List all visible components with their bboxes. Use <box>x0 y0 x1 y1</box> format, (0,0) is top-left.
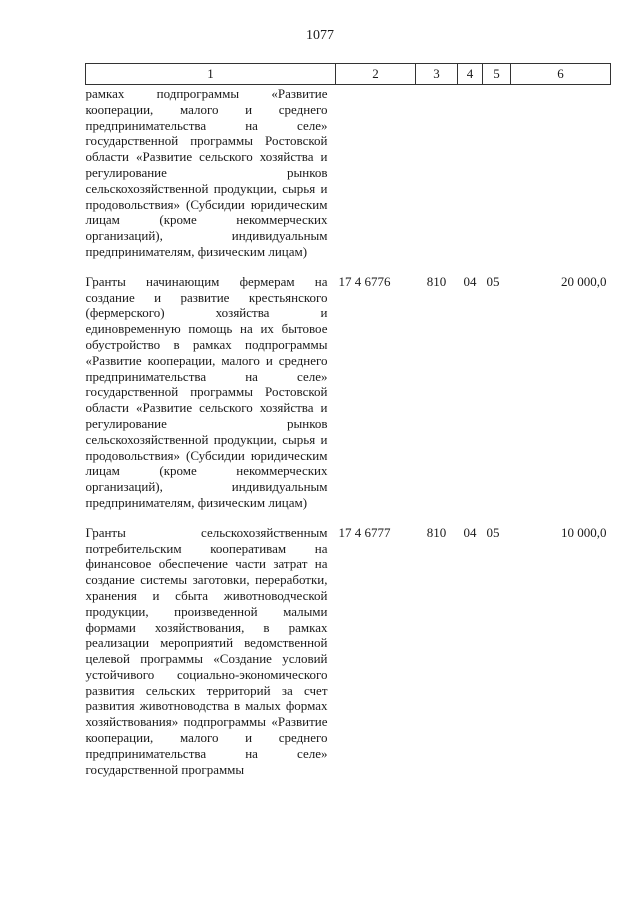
row-section <box>458 85 483 260</box>
budget-table <box>85 63 611 777</box>
row-target-code: 17 4 6777 <box>338 524 391 540</box>
row-description: рамках подпрограммы «Развитие кооперации, малого и среднего предпринимательства на селе» государственной программы Ростовской области «Развитие сельского хозяйства и регулирование рынков сельскохозяйственной продукции, сырья и продовольствия» (Субсидии юридическим лицам (кроме некоммерческих организаций), индивидуальным предпринимателям, физическим лицам) <box>85 86 328 259</box>
column-header-3: 3 <box>416 64 458 85</box>
row-section: 04 <box>463 273 477 289</box>
row-amount: 10 000,0 <box>561 524 607 540</box>
row-target-code: 17 4 6776 <box>338 273 391 289</box>
row-amount: 20 000,0 <box>561 273 607 289</box>
row-description: Гранты начинающим фермерам на создание и развитие крестьянского (фермерского) хозяйства и единовременную помощь на их бытовое обустройство в рамках подпрограммы «Развитие кооперации, малого и среднего предпринимательства на селе» государственной программы Ростовской области «Развитие сельского хозяйства и регулирование рынков сельскохозяйственной продукции, сырья и продовольствия» (Субсидии юридическим лицам (кроме некоммерческих организаций), индивидуальным предпринимателям, физическим лицам) <box>85 273 328 510</box>
row-subsection: 05 <box>486 273 500 289</box>
row-target-code <box>336 85 416 260</box>
row-amount <box>511 85 611 260</box>
row-expense-type <box>416 85 458 260</box>
column-header-4: 4 <box>458 64 483 85</box>
page-number: 1077 <box>306 28 334 43</box>
column-header-6: 6 <box>511 64 611 85</box>
column-header-2: 2 <box>336 64 416 85</box>
row-subsection <box>483 85 511 260</box>
table-row <box>86 525 611 778</box>
row-expense-type: 810 <box>426 273 447 289</box>
column-header-1: 1 <box>86 64 336 85</box>
table-row <box>86 274 611 511</box>
row-subsection: 05 <box>486 524 500 540</box>
column-header-5: 5 <box>483 64 511 85</box>
table-row <box>86 85 611 260</box>
row-expense-type: 810 <box>426 524 447 540</box>
row-description: Гранты сельскохозяйственным потребительским кооперативам на финансовое обеспечение части затрат на создание системы заготовки, переработки, хранения и сбыта животноводческой продукции, произведенной малыми формами хозяйствования, в рамках реализации мероприятий ведомственной целевой программы «Создание условий устойчивого социально-экономического развития сельских территорий за счет развития животноводства в малых формах хозяйствования» подпрограммы «Развитие кооперации, малого и среднего предпринимательства на селе» государственной программы <box>85 524 328 777</box>
row-spacer <box>86 260 611 274</box>
row-section: 04 <box>463 524 477 540</box>
table-header-row <box>86 64 611 85</box>
row-spacer <box>86 511 611 525</box>
